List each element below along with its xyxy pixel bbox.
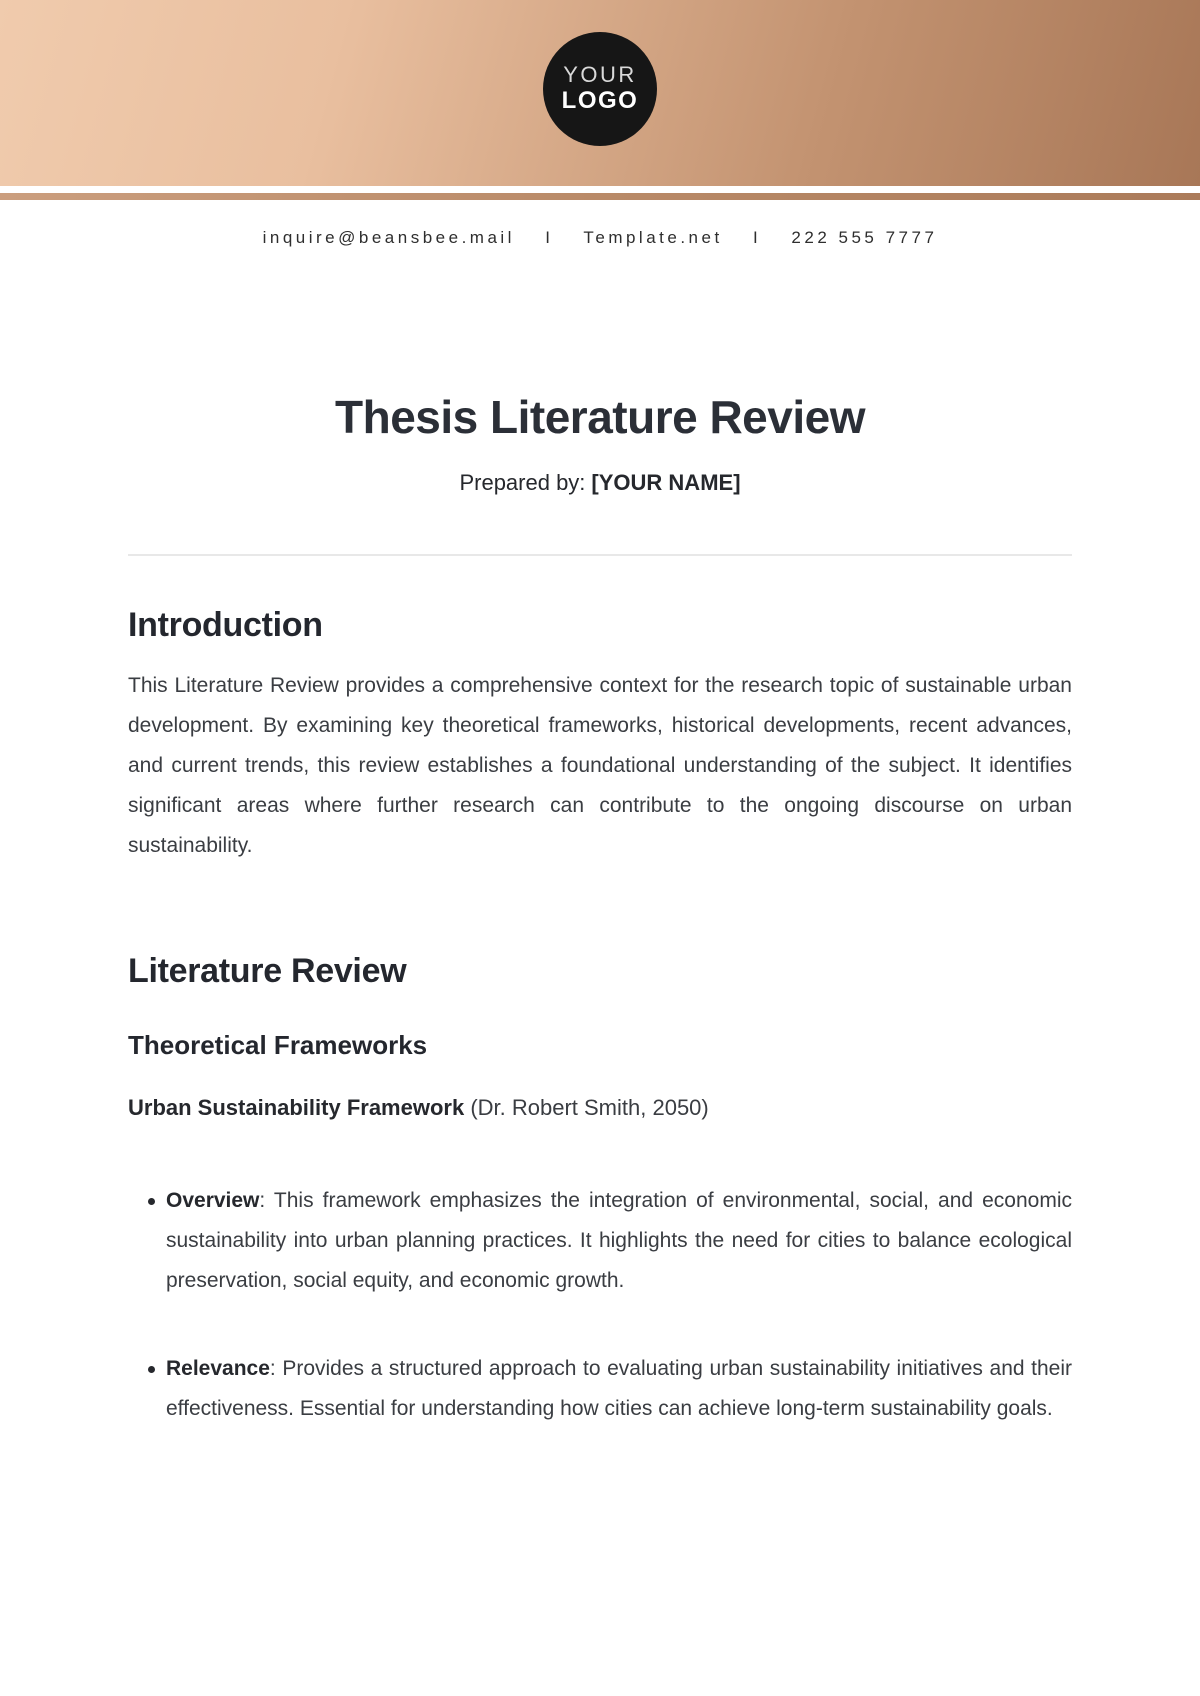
list-item-overview bbox=[148, 1181, 1072, 1301]
contact-website: Template.net bbox=[583, 228, 723, 247]
framework-title-line bbox=[128, 1095, 1072, 1121]
contact-email: inquire@beansbee.mail bbox=[262, 228, 515, 247]
prepared-by-name: [YOUR NAME] bbox=[591, 469, 741, 495]
list-item-relevance bbox=[148, 1349, 1072, 1429]
prepared-by-line bbox=[128, 470, 1072, 496]
framework-bullet-list bbox=[128, 1181, 1072, 1429]
bullet-label: Relevance bbox=[166, 1356, 270, 1380]
bullet-text: : Provides a structured approach to evaluating urban sustainability initiatives and their effectiveness. Essential for understanding how cities can achieve long-term sustainability goals. bbox=[166, 1356, 1072, 1420]
document-content bbox=[0, 391, 1200, 1429]
contact-info-line bbox=[0, 228, 1200, 248]
logo-text-line2: LOGO bbox=[561, 86, 639, 114]
document-title: Thesis Literature Review bbox=[335, 391, 865, 443]
logo-text-line1: YOUR bbox=[563, 62, 637, 88]
introduction-paragraph: This Literature Review provides a comprehensive context for the research topic of sustainable urban development. By examining key theoretical frameworks, historical developments, recent advances, and current trends, this review establishes a foundational understanding of the subject. It identifies significant areas where further research can contribute to the ongoing discourse on urban sustainability. bbox=[128, 673, 1072, 857]
header-banner bbox=[0, 0, 1200, 186]
contact-separator: I bbox=[545, 228, 554, 247]
literature-review-heading: Literature Review bbox=[128, 951, 407, 990]
contact-phone: 222 555 7777 bbox=[791, 228, 938, 247]
framework-citation: (Dr. Robert Smith, 2050) bbox=[464, 1094, 709, 1120]
bullet-text: : This framework emphasizes the integration of environmental, social, and economic sustainability into urban planning practices. It highlights the need for cities to balance ecological preservation, social equity, and economic growth. bbox=[166, 1188, 1072, 1292]
framework-name: Urban Sustainability Framework bbox=[128, 1094, 465, 1120]
introduction-heading: Introduction bbox=[128, 605, 323, 644]
theoretical-frameworks-subheading: Theoretical Frameworks bbox=[128, 1029, 428, 1060]
accent-bar bbox=[0, 193, 1200, 200]
section-divider bbox=[128, 554, 1072, 556]
contact-separator: I bbox=[752, 228, 762, 247]
company-logo bbox=[543, 32, 657, 146]
bullet-label: Overview bbox=[166, 1188, 260, 1212]
prepared-by-label: Prepared by: bbox=[459, 469, 586, 495]
